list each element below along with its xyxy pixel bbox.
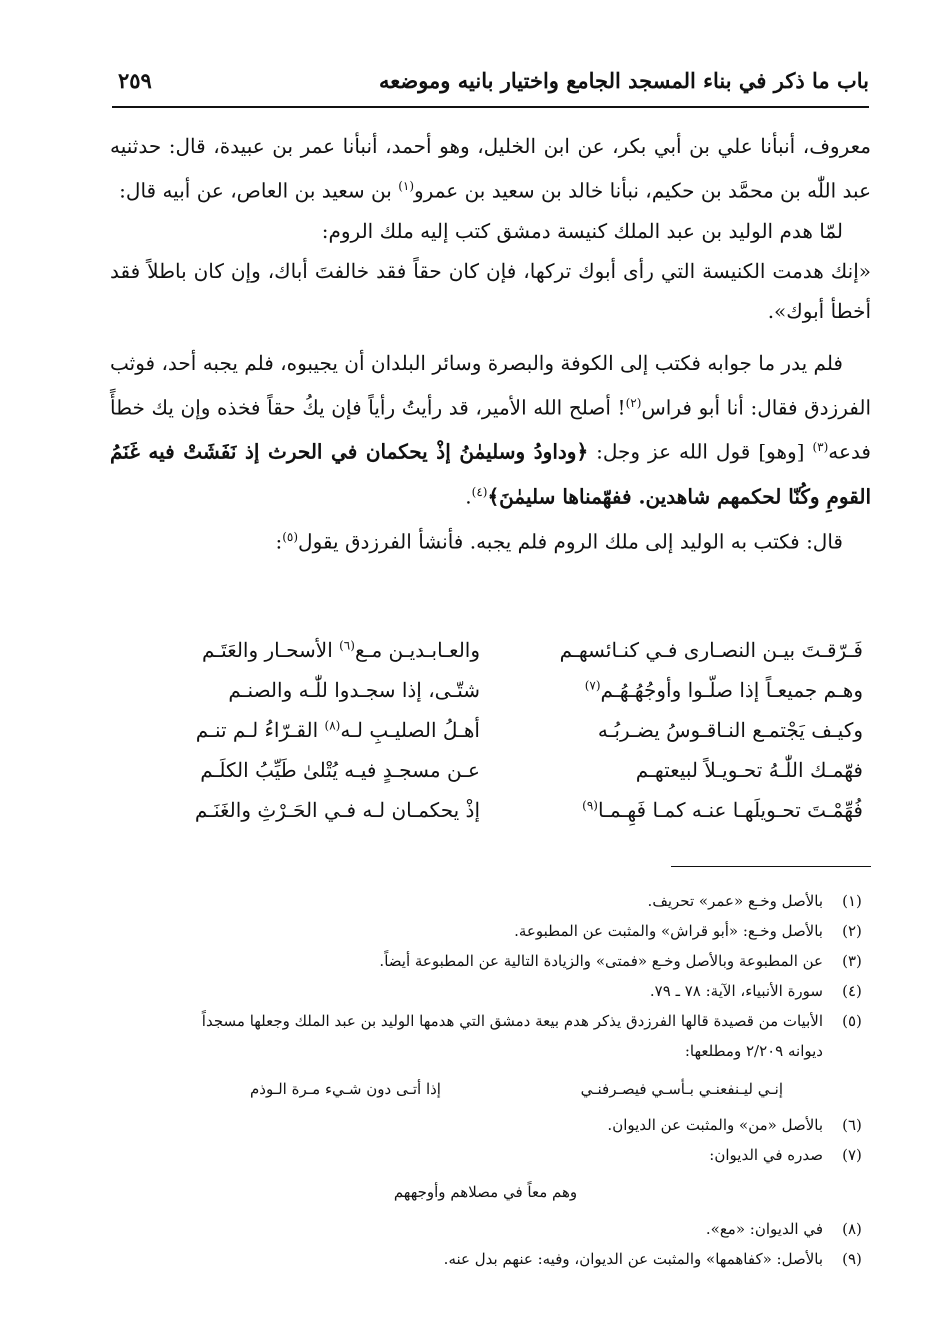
verse-second-hemistich: إذْ يحكمـان لـه فـي الحَـرْثِ والغَنَـم [194,798,480,822]
footnote-ref-5: (٥) [282,529,299,544]
answer-text-a: فلم يدر ما جوابه فكتب إلى الكوفة والبصرة وسائر البلدان أن يجيبوه، فلم يجبه أحد، فوثب الفرزدق فقال: أنا أبو فراس [110,350,871,420]
footnote [100,1140,871,1214]
header-rule [112,106,869,108]
paragraph-intro: لمّا هدم الوليد بن عبد الملك كنيسة دمشق كتب إليه ملك الروم: [321,218,843,243]
footnote-number: (٧) [842,1146,862,1164]
verse-first-hemistich [503,798,863,822]
footnote-verse [100,1066,823,1110]
footnote-ref-9: (٩) [582,798,598,813]
verse-second-hemistich: شتّـى، إذا سجـدوا للّٰـه والصنـم [228,678,480,702]
paragraph-letter: «إنك هدمت الكنيسة التي رأى أبوك تركها، فإن كان حقاً فقد خالفتَ أباك، وإن كان باطلاً فقد أخطأ أبوك». [110,258,871,323]
footnote [100,1110,871,1140]
verse-first-hemistich: فهّمـك اللّٰـهُ تحـويـلاً لبيعتهـم [635,758,863,782]
hemistich-text: والعـابـديـن مـع [354,638,480,662]
footnote-ref-8: (٨) [324,718,341,733]
chapter-title: باب ما ذكر في بناء المسجد الجامع واختيار بانيه وموضعه [378,68,869,93]
footnote-number: (٢) [842,922,862,940]
poem-intro-end: : [275,529,283,554]
verse-second-hemistich [120,718,480,742]
footnote-ref-2: (٢) [625,395,642,410]
footnote [100,886,871,916]
paragraph-isnad [110,126,871,211]
verse-first-hemistich [503,678,863,702]
footnote-number: (٨) [842,1220,862,1238]
answer-text-b: ! أصلح الله الأمير، قد رأيتُ رأياً فإن يكُ حقاً فخذه وإن يك خطأً فدعه [110,395,871,464]
footnote-quoted-verse: وهم معاً في مصلاهم وأوجههم [393,1183,578,1201]
footnote [100,1006,871,1110]
footnote-text: بالأصل «من» والمثبت عن الديوان. [607,1116,823,1134]
footnote-text: بالأصل: «كفاهمها» والمثبت عن الديوان، وفيه: عنهم بدل عنه. [443,1250,823,1268]
verse-line [120,714,863,754]
footnote [100,946,871,976]
footnote-number: (٩) [842,1250,862,1268]
verse-first-hemistich: وكيـف يَجْتمـع النـاقـوسُ يضـربُـه [597,718,863,742]
verse-line [120,794,863,834]
poem-intro-text: قال: فكتب به الوليد إلى ملك الروم فلم يجبه. فأنشأ الفرزدق يقول [298,529,843,554]
spacer [110,331,871,343]
footnote-number: (٦) [842,1116,862,1134]
footnote-text: في الديوان: «مع». [705,1220,823,1238]
verse-line [120,754,863,794]
verse-second-hemistich: عـن مسجـدٍ فيـه يُتْلىٰ طَيِّبُ الكلَـم [200,758,480,782]
hemistich-text: وهـم جميعـاً إذا صلّـوا وأوجُهُـهُـم [600,678,863,702]
footnote [100,916,871,946]
footnote-number: (١) [842,892,862,910]
main-text [110,126,871,561]
hemistich-text: فُهِّمْـتَ تحـويلَهـا عنـه كمـا فَهِـمـا [597,798,863,822]
footnote-continuation: ديوانه ٢/٢٠٩ ومطلعها: [684,1042,823,1060]
footnote-text: صدره في الديوان: [709,1146,823,1164]
footnote [100,976,871,1006]
page-number: ٢٥٩ [118,68,152,93]
footnote-number: (٥) [842,1012,862,1030]
footnote-verse-first: إنـي ليـنفعنـي بـأسـي فيصـرفنـي [580,1080,783,1098]
footnotes [100,886,871,1274]
footnote-verse-second: إذا أتـى دون شـيء مـرة الـوذم [250,1080,441,1098]
footnote-text: بالأصل وخـع «عمر» تحريف. [647,892,823,910]
footnote-number: (٤) [842,982,862,1000]
isnad-text: معروف، أنبأنا علي بن أبي بكر، عن ابن الخليل، وهو أحمد، أنبأنا عمر بن عبيدة، قال: حدثنيه عبد اللّٰه بن محمَّد بن حكيم، نبأنا خالد بن سعيد بن عمرو [110,134,871,203]
footnote-ref-6: (٦) [339,638,355,653]
footnote-text: بالأصل وخـع: «أبو قراش» والمثبت عن المطبوعة. [514,922,823,940]
verse-second-hemistich [120,638,480,662]
footnote-ref-7: (٧) [584,678,601,693]
footnote-text: عن المطبوعة وبالأصل وخـع «فمتى» والزيادة التالية عن المطبوعة أيضاً. [379,952,823,970]
footnote-text: الأبيات من قصيدة قالها الفرزدق يذكر هدم بيعة دمشق التي هدمها الوليد بن عبد الملك وجعلها مسجداً [201,1012,823,1030]
poem [120,634,863,834]
hemistich-tail: الأسحـار والعَتَـم [201,638,340,662]
verse-line [120,634,863,674]
paragraph-poem-intro [110,517,871,562]
footnote-ref-1: (١) [398,179,415,193]
footnote-number: (٣) [842,952,862,970]
hemistich-tail: القـرّاءُ لـم تنـم [195,718,325,742]
answer-text-c: [وهو] قول الله عز وجل: [588,439,813,464]
footnote-separator [671,866,871,867]
footnote [100,1214,871,1244]
verse-first-hemistich: فَـرّقـتَ بيـن النصـارى فـي كنـائسهـم [559,638,863,662]
footnote-text: سورة الأنبياء، الآية: ٧٨ ـ ٧٩. [649,982,823,1000]
footnote-ref-4: (٤) [471,484,488,499]
running-head [112,64,869,104]
isnad-tail: بن سعيد بن العاص، عن أبيه قال: [119,178,399,203]
footnote [100,1244,871,1274]
paragraph-answer [110,343,871,517]
footnote-ref-3: (٣) [812,440,829,455]
verse-line [120,674,863,714]
answer-end: . [465,484,472,509]
hemistich-text: أهـلُ الصليـبِ لـه [340,718,480,742]
quran-quote: ﴿وداودُ وسليمٰنُ إذْ يحكمان في الحرث إذ نَفَشَتْ فيه غَنَمُ القومِ وكُنّا لحكمهم شاهدين. ففهّمناها سليمٰنَ﴾ [110,439,871,509]
